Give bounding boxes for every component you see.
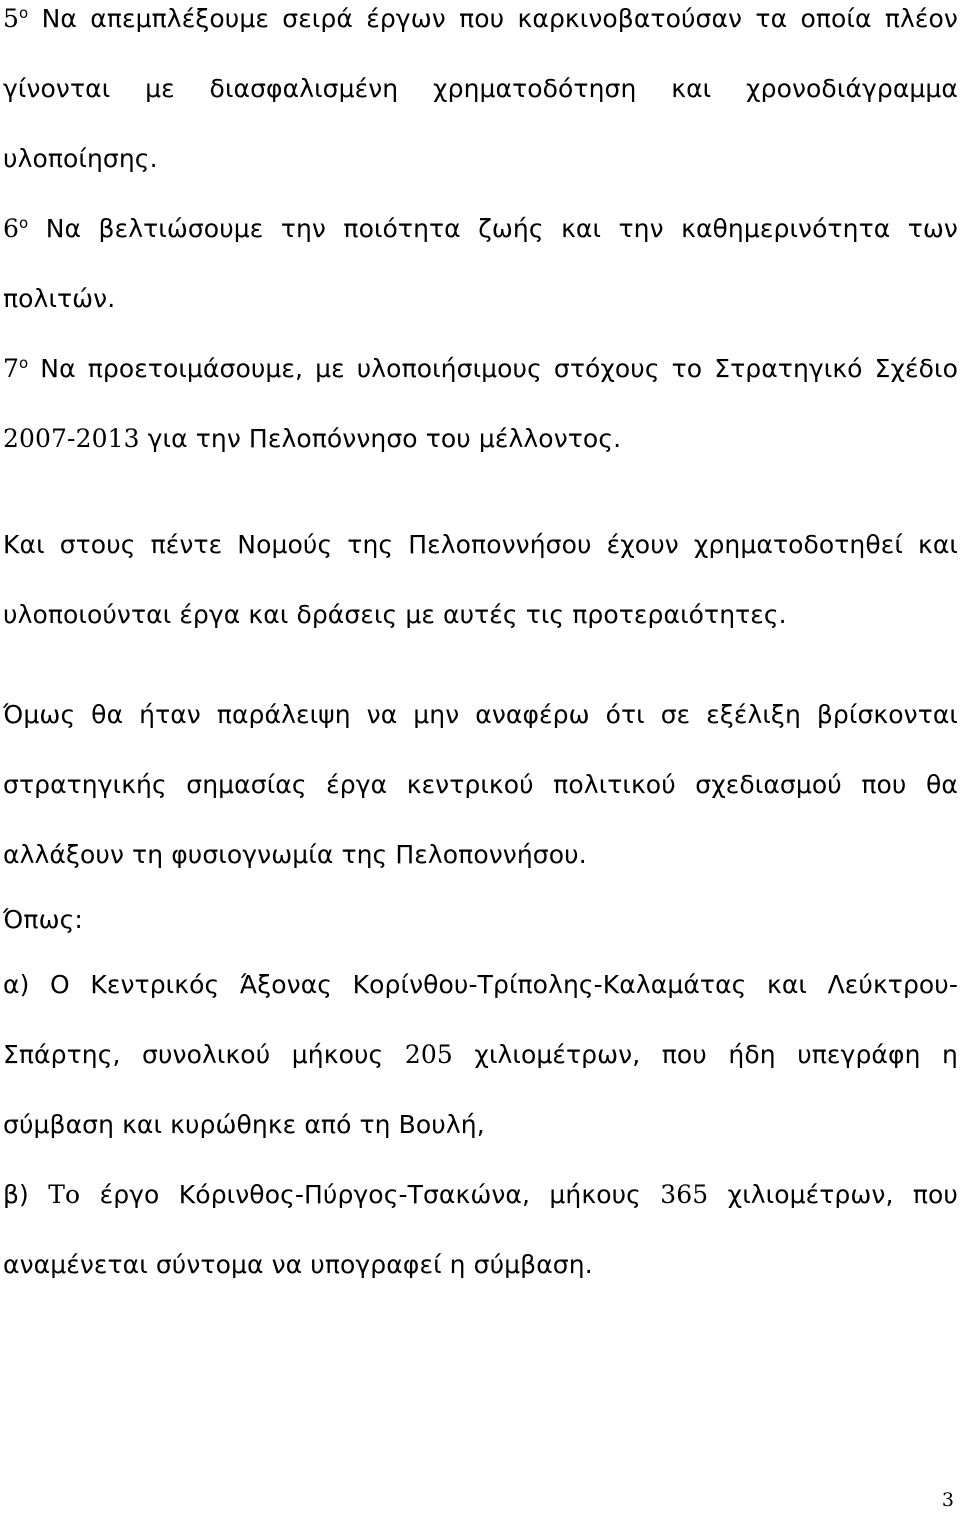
item-7 — [3, 334, 958, 474]
item-5-ordinal: ο — [19, 4, 29, 22]
item-6-text: Να βελτιώσουμε την ποιότητα ζωής και την καθημερινότητα των πολιτών. — [3, 214, 958, 313]
item-5-number: 5 — [3, 4, 20, 33]
paragraph-nomoi: Και στους πέντε Νομούς της Πελοποννήσου έχουν χρηματοδοτηθεί και υλοποιούνται έργα και δράσεις με αυτές τις προτεραιότητες. — [3, 530, 958, 629]
page-number: 3 — [941, 1489, 954, 1511]
item-7-number: 7 — [3, 354, 20, 383]
item-7-ordinal: ο — [19, 354, 29, 372]
project-b-prefix: β) — [3, 1180, 49, 1209]
document-page — [3, 0, 958, 1300]
item-6-number: 6 — [3, 214, 20, 243]
item-6 — [3, 194, 958, 334]
item-5-text: Να απεμπλέξουμε σειρά έργων που καρκινοβατούσαν τα οποία πλέον γίνονται με διασφαλισμένη χρηματοδότηση και χρονοδιάγραμμα υλοποίησης. — [3, 4, 958, 173]
item-7-years: 2007-2013 — [3, 424, 140, 453]
project-b — [3, 1160, 958, 1300]
paragraph-omos: Όμως θα ήταν παράλειψη να μην αναφέρω ότι σε εξέλιξη βρίσκονται στρατηγικής σημασίας έργα κεντρικού πολιτικού σχεδιασμού που θα αλλάξουν τη φυσιογνωμία της Πελοποννήσου. — [3, 700, 958, 869]
project-a-text-after: χιλιομέτρων, που ήδη υπεγράφη η σύμβαση και κυρώθηκε από τη Βουλή, — [3, 1040, 958, 1139]
item-5 — [3, 0, 958, 194]
spacer — [3, 474, 958, 510]
project-b-text-before: έργο Κόρινθος-Πύργος-Τσακώνα, μήκους — [80, 1180, 661, 1209]
project-a — [3, 950, 958, 1160]
project-b-text-after: χιλιομέτρων, που αναμένεται σύντομα να υπογραφεί η σύμβαση. — [3, 1180, 958, 1279]
project-a-text-before: α) Ο Κεντρικός Άξονας Κορίνθου-Τρίπολης-Καλαμάτας και Λεύκτρου-Σπάρτης, συνολικού μήκους — [3, 970, 958, 1069]
spacer — [3, 650, 958, 680]
item-7-text-after: για την Πελοπόννησο του μέλλοντος. — [139, 424, 622, 453]
item-7-text-before: Να προετοιμάσουμε, με υλοποιήσιμους στόχους το Στρατηγικό Σχέδιο — [28, 354, 958, 383]
opos-label: Όπως: — [3, 905, 83, 934]
item-6-ordinal: ο — [19, 214, 29, 232]
project-a-length: 205 — [404, 1040, 453, 1069]
project-b-to: Το — [48, 1180, 81, 1209]
project-b-length: 365 — [660, 1180, 709, 1209]
